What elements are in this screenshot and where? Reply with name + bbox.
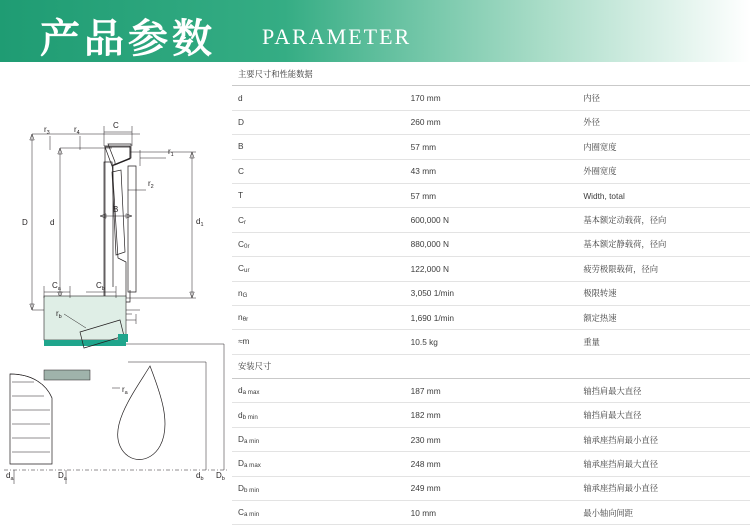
table-row	[232, 379, 750, 403]
row-value: 10 mm	[405, 501, 578, 525]
table-row	[232, 452, 750, 476]
svg-text:Ca: $C_a$	[52, 281, 61, 292]
page-header	[0, 0, 750, 62]
row-description: 最小轴向间距	[577, 501, 750, 525]
row-symbol: Cur	[232, 257, 405, 281]
row-description: 外圈宽度	[577, 159, 750, 183]
row-value: 880,000 N	[405, 232, 578, 256]
row-description: Width, total	[577, 183, 750, 207]
svg-text:B: B	[113, 205, 119, 214]
row-description: 极限转速	[577, 281, 750, 305]
row-value: 187 mm	[405, 379, 578, 403]
table-row	[232, 183, 750, 207]
svg-text:d1: $d_1$	[196, 217, 204, 228]
table-section-header-mounting	[232, 354, 750, 378]
row-description: 轴承座挡肩最小直径	[577, 476, 750, 500]
row-symbol: d	[232, 86, 405, 110]
row-value: 57 mm	[405, 183, 578, 207]
table-row	[232, 427, 750, 451]
row-value: 57 mm	[405, 135, 578, 159]
row-value: 170 mm	[405, 86, 578, 110]
mounting-dimensions-drawing	[0, 274, 232, 489]
row-value: 182 mm	[405, 403, 578, 427]
table-row	[232, 232, 750, 256]
row-symbol: C	[232, 159, 405, 183]
row-value: 1,690 1/min	[405, 305, 578, 329]
row-description: 外径	[577, 110, 750, 134]
svg-text:D: D	[22, 218, 28, 227]
svg-text:C: C	[113, 121, 119, 130]
row-description: 轴挡肩最大直径	[577, 379, 750, 403]
row-value: 10.5 kg	[405, 330, 578, 354]
table-row	[232, 501, 750, 525]
spec-table	[232, 62, 750, 525]
row-description: 轴挡肩最大直径	[577, 403, 750, 427]
table-row	[232, 208, 750, 232]
row-value: 230 mm	[405, 427, 578, 451]
svg-text:Cb: $C_b$	[96, 281, 105, 292]
row-value: 3,050 1/min	[405, 281, 578, 305]
svg-text:db: $d_b$	[196, 471, 204, 482]
row-symbol: C0r	[232, 232, 405, 256]
svg-text:ra: $r_a$	[122, 385, 128, 396]
table-row	[232, 403, 750, 427]
table-row	[232, 110, 750, 134]
page-title-en: PARAMETER	[262, 24, 412, 49]
row-value: 260 mm	[405, 110, 578, 134]
section-label-mounting: 安装尺寸	[232, 354, 750, 378]
svg-text:r3: $r_3$	[44, 125, 50, 136]
row-description: 内径	[577, 86, 750, 110]
row-value: 600,000 N	[405, 208, 578, 232]
row-symbol: Db min	[232, 476, 405, 500]
table-section-header-main	[232, 62, 750, 86]
row-symbol: Da max	[232, 452, 405, 476]
table-row	[232, 159, 750, 183]
row-symbol: D	[232, 110, 405, 134]
table-row	[232, 86, 750, 110]
row-description: 轴承座挡肩最小直径	[577, 427, 750, 451]
table-row	[232, 476, 750, 500]
svg-text:r1: $r_1$	[168, 147, 174, 158]
table-row	[232, 257, 750, 281]
row-description: 轴承座挡肩最大直径	[577, 452, 750, 476]
row-description: 疲劳极限载荷，径向	[577, 257, 750, 281]
section-label-main: 主要尺寸和性能数据	[232, 62, 750, 86]
svg-text:rb: $r_b$	[56, 309, 62, 320]
svg-text:r4: $r_4$	[74, 125, 80, 136]
svg-text:Db: $D_b$	[216, 471, 225, 482]
row-symbol: Da min	[232, 427, 405, 451]
row-description: 基本额定静载荷，径向	[577, 232, 750, 256]
row-symbol: Cr	[232, 208, 405, 232]
row-symbol: nG	[232, 281, 405, 305]
table-row	[232, 330, 750, 354]
row-symbol: Ca min	[232, 501, 405, 525]
row-symbol: B	[232, 135, 405, 159]
table-row	[232, 305, 750, 329]
row-symbol: db min	[232, 403, 405, 427]
row-symbol: T	[232, 183, 405, 207]
row-value: 43 mm	[405, 159, 578, 183]
drawings-panel	[0, 62, 232, 489]
row-value: 122,000 N	[405, 257, 578, 281]
row-symbol: da max	[232, 379, 405, 403]
row-description: 基本额定动载荷，径向	[577, 208, 750, 232]
row-symbol: ≈m	[232, 330, 405, 354]
svg-text:Da: $D_a$	[58, 471, 67, 482]
row-description: 重量	[577, 330, 750, 354]
svg-text:d: d	[50, 218, 55, 227]
svg-text:da: $d_a$	[6, 471, 14, 482]
table-row	[232, 281, 750, 305]
page-title-cn: 产品参数	[40, 16, 216, 62]
bearing-cross-section-drawing	[0, 62, 232, 274]
row-description: 额定热速	[577, 305, 750, 329]
spec-table-panel	[232, 62, 750, 519]
row-description: 内圈宽度	[577, 135, 750, 159]
row-value: 248 mm	[405, 452, 578, 476]
svg-text:r2: $r_2$	[148, 179, 154, 190]
table-row	[232, 135, 750, 159]
row-value: 249 mm	[405, 476, 578, 500]
row-symbol: nθr	[232, 305, 405, 329]
